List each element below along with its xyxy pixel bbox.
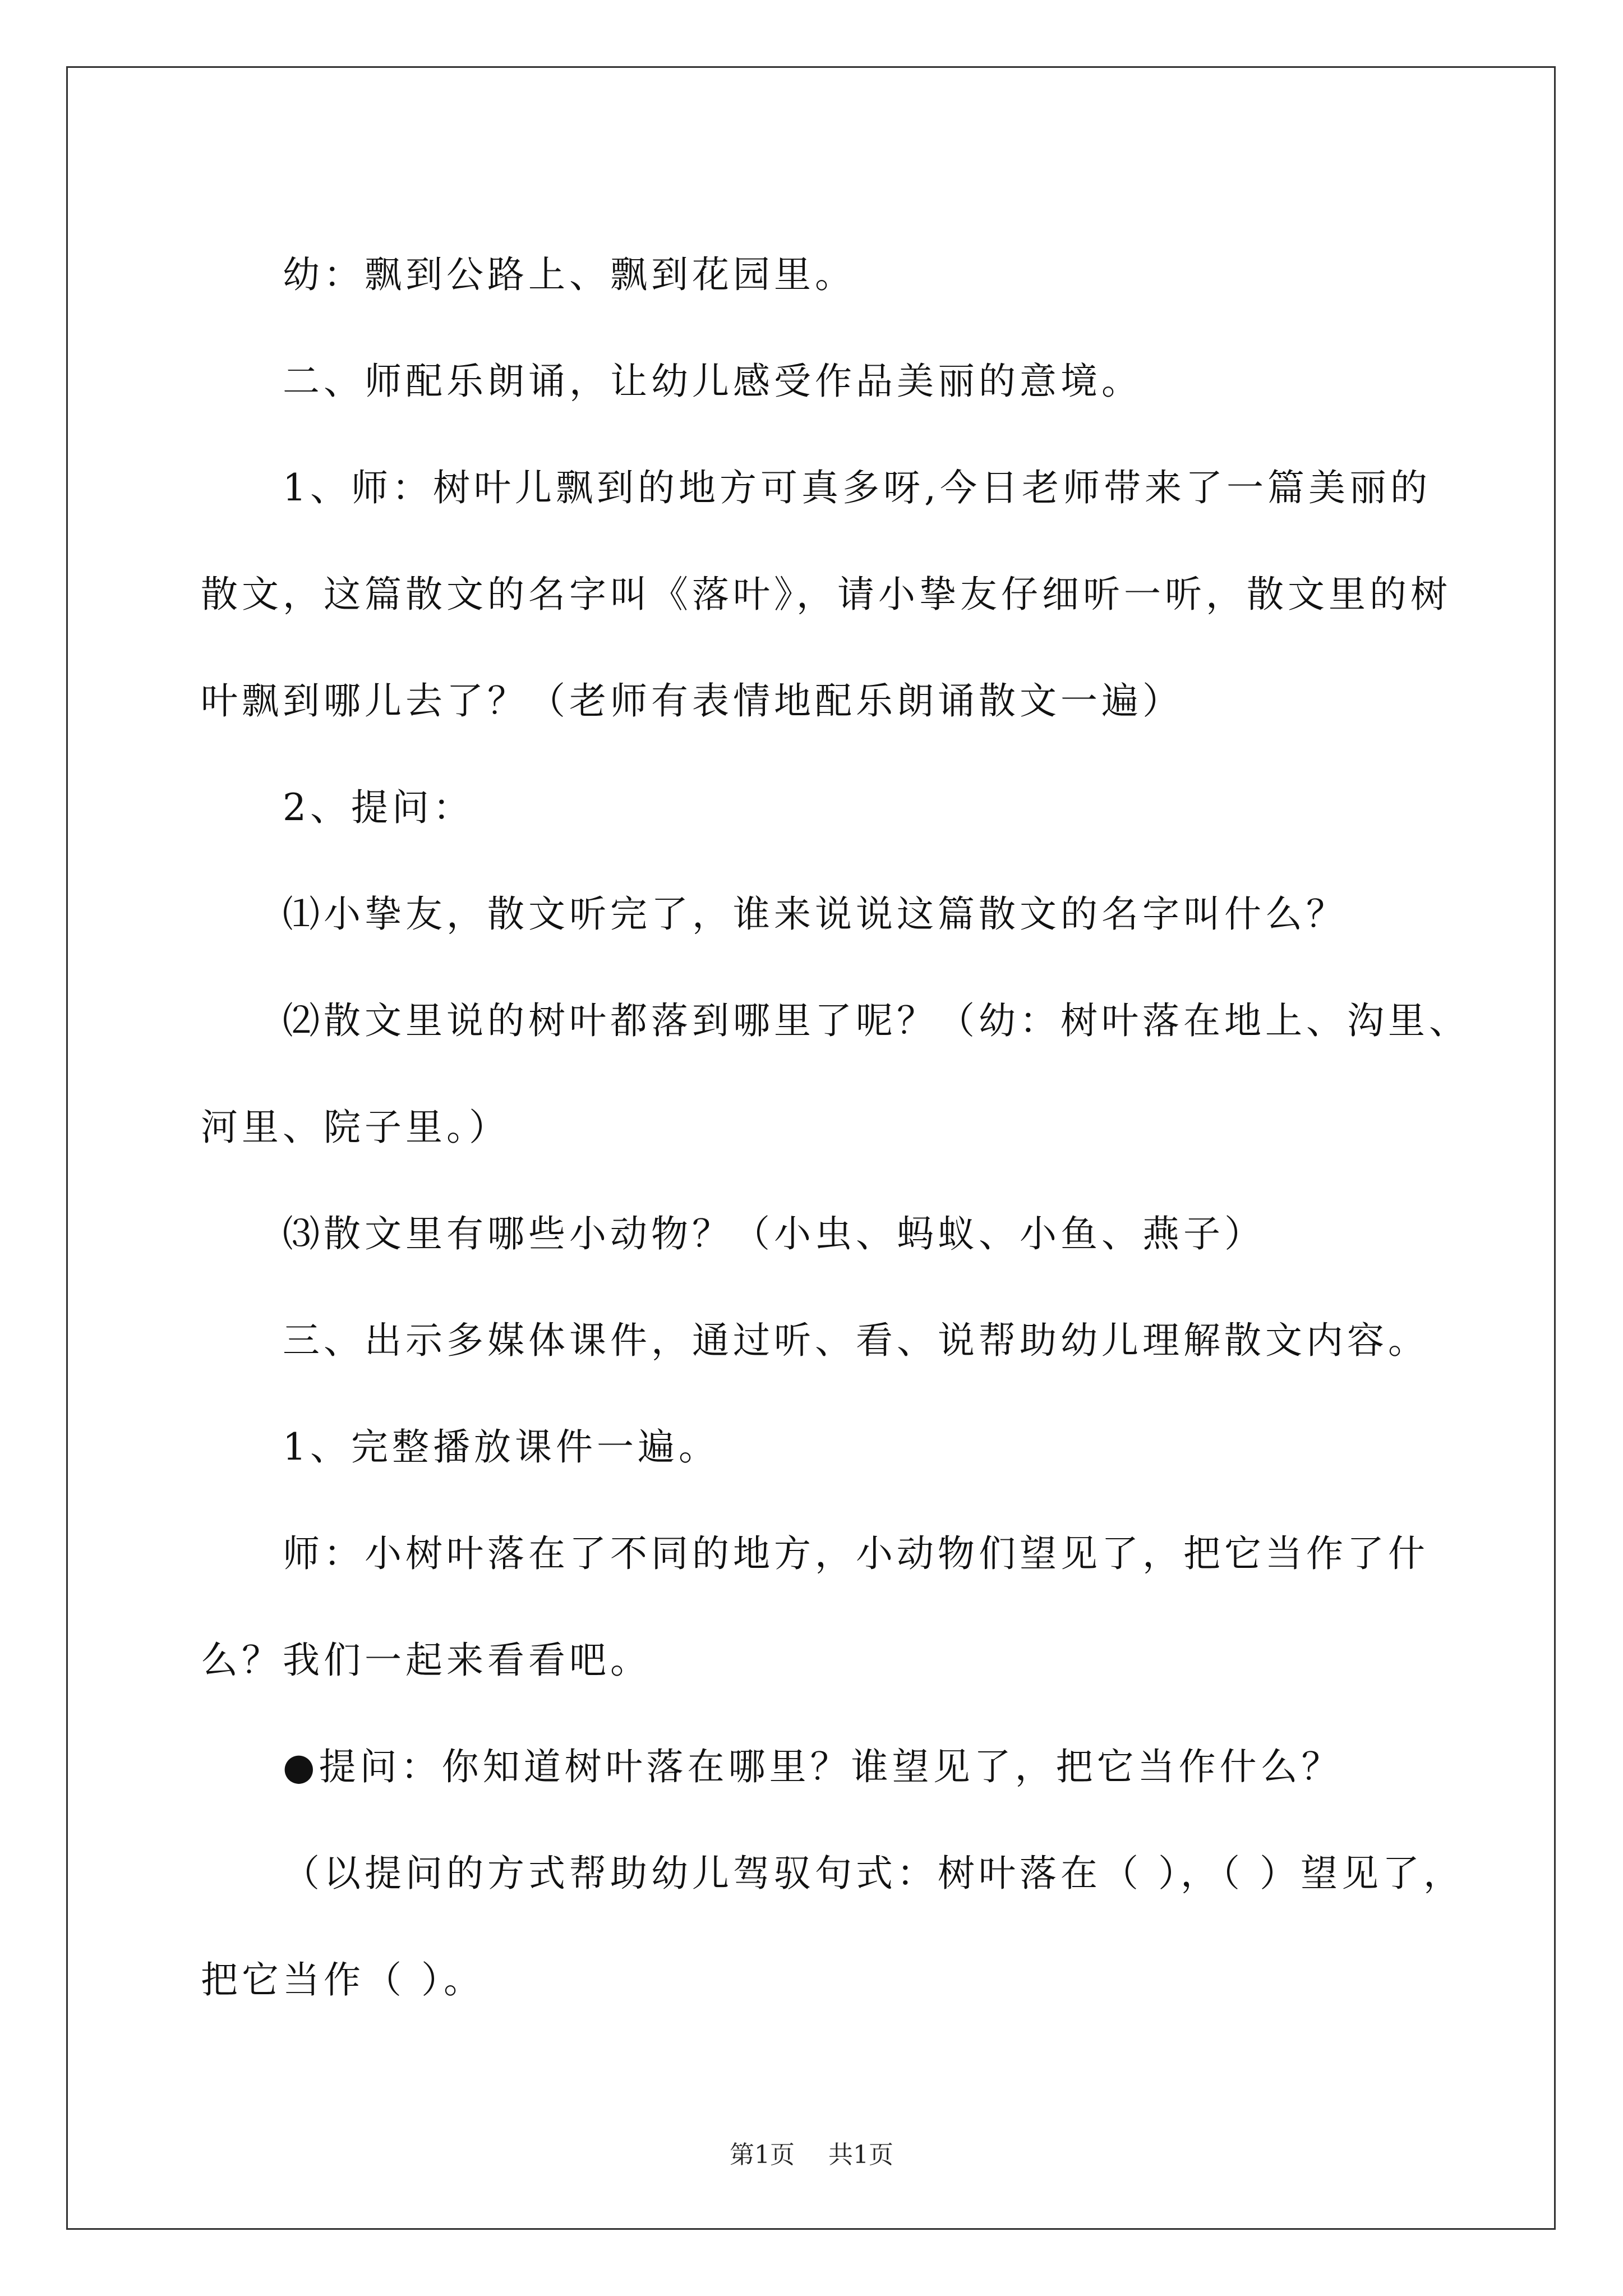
paragraph-line: 么？我们一起来看看吧。 [201,1639,651,1682]
paragraph-8 [201,1287,1491,1394]
paragraph-2 [201,328,1491,435]
page-total: 共1页 [828,2141,893,2169]
paragraph-3-line-1 [201,435,1491,541]
paragraph-line: 师：小树叶落在了不同的地方，小动物们望见了，把它当作了什 [283,1532,1429,1575]
page-footer [0,2134,1623,2170]
paragraph-line: 散文，这篇散文的名字叫《落叶》，请小挚友仔细听一听，散文里的树 [201,573,1451,616]
paragraph-10-line-1 [201,1501,1491,1607]
paragraph-line: 1、师：树叶儿飘到的地方可真多呀,今日老师带来了一篇美丽的 [283,466,1431,509]
paragraph-line: 二、师配乐朗诵，让幼儿感受作品美丽的意境。 [283,360,1142,403]
paragraph-line: 把它当作（ ）。 [201,1958,485,2001]
paragraph-12-line-1 [201,1820,1491,1927]
paragraph-line: （以提问的方式帮助幼儿驾驭句式：树叶落在（ ），（ ）望见了， [283,1852,1464,1895]
paragraph-line: 三、出示多媒体课件，通过听、看、说帮助幼儿理解散文内容。 [283,1319,1429,1362]
paragraph-line: ⑴小挚友，散文听完了，谁来说说这篇散文的名字叫什么？ [283,892,1347,936]
paragraph-line: ⑶散文里有哪些小动物？（小虫、蚂蚁、小鱼、燕子） [283,1212,1265,1255]
paragraph-line: 1、完整播放课件一遍。 [283,1425,720,1469]
paragraph-line: 幼：飘到公路上、飘到花园里。 [283,253,856,296]
paragraph-3-line-2 [201,541,1491,648]
paragraph-line: 叶飘到哪儿去了？（老师有表情地配乐朗诵散文一遍） [201,679,1183,723]
paragraph-1 [201,222,1491,328]
paragraph-11 [201,1714,1491,1820]
paragraph-3-line-3 [201,648,1491,754]
paragraph-5 [201,861,1491,968]
paragraph-12-line-2 [201,1927,1491,2033]
page-number: 第1页 [730,2141,795,2169]
paragraph-line: 2、提问： [283,786,474,829]
paragraph-6-line-2 [201,1074,1491,1181]
paragraph-9 [201,1394,1491,1501]
paragraph-line: 河里、院子里。） [201,1106,510,1149]
paragraph-line: ⑵散文里说的树叶都落到哪里了呢？（幼：树叶落在地上、沟里、 [283,999,1470,1042]
paragraph-6-line-1 [201,968,1491,1074]
paragraph-line: ●提问：你知道树叶落在哪里？谁望见了，把它当作什么？ [283,1745,1343,1788]
paragraph-4 [201,754,1491,861]
paragraph-10-line-2 [201,1607,1491,1714]
paragraph-7 [201,1181,1491,1287]
document-body [201,222,1491,2033]
